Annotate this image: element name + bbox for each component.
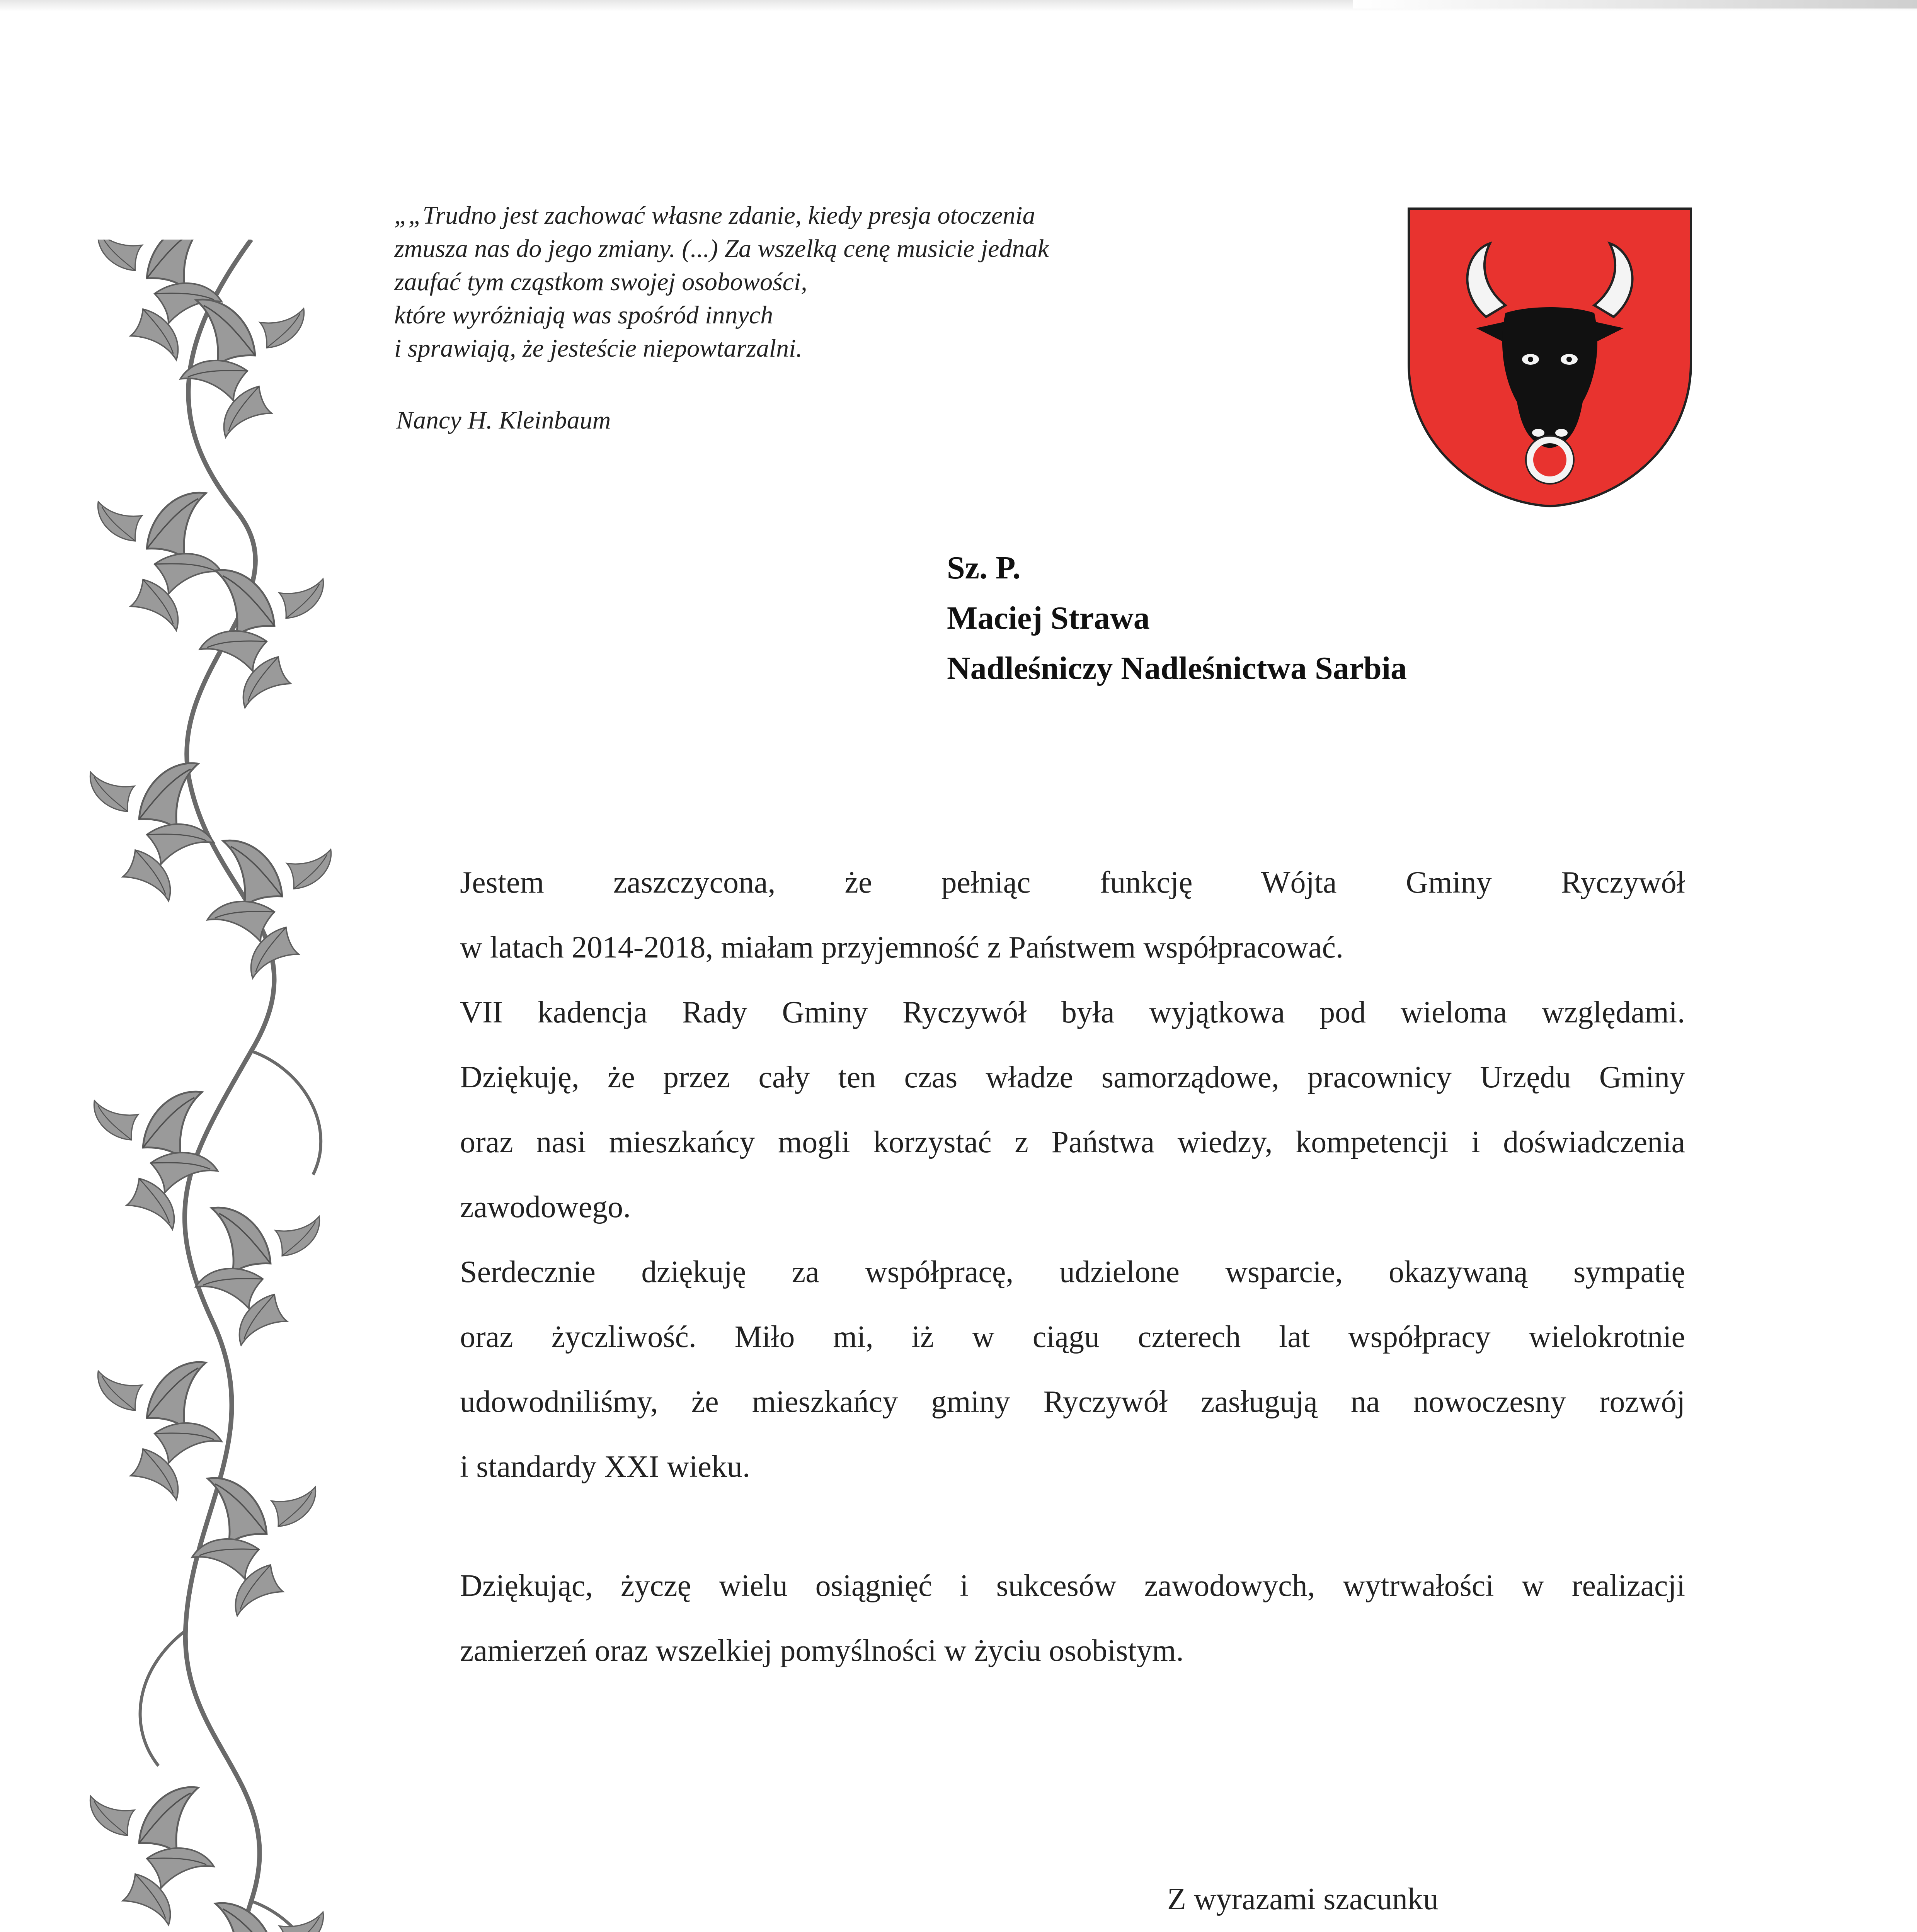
paragraph-line: Dziękuję, że przez cały ten czas władze samorządowe, pracownicy Urzędu Gminy: [460, 1060, 1685, 1094]
quote-line: i sprawiają, że jesteście niepowtarzalni.: [394, 334, 802, 362]
paragraph-2: [383, 980, 1685, 1240]
quote-author: Nancy H. Kleinbaum: [396, 406, 611, 434]
letter-body: [383, 850, 1685, 1683]
recipient-title: Nadleśniczy Nadleśnictwa Sarbia: [947, 650, 1407, 686]
paragraph-line: VII kadencja Rady Gminy Ryczywół była wyjątkowa pod wieloma względami.: [460, 995, 1685, 1029]
quote-line: „„Trudno jest zachować własne zdanie, kiedy presja otoczenia: [394, 201, 1035, 230]
paragraph-line: oraz nasi mieszkańcy mogli korzystać z Państwa wiedzy, kompetencji i doświadczenia: [460, 1125, 1685, 1159]
paragraph-line: zawodowego.: [460, 1190, 631, 1224]
paragraph-line: Jestem zaszczycona, że pełniąc funkcję Wójta Gminy Ryczywół: [460, 866, 1685, 900]
paragraph-line: oraz życzliwość. Miło mi, iż w ciągu czterech lat współpracy wielokrotnie: [460, 1320, 1685, 1354]
paragraph-4: [383, 1553, 1685, 1683]
coat-of-arms-bull-head-icon: [1401, 201, 1699, 510]
quote-line: które wyróżniają was spośród innych: [394, 301, 773, 329]
closing-regards: Z wyrazami szacunku: [1167, 1882, 1439, 1916]
paragraph-line: Serdecznie dziękuję za współpracę, udzielone wsparcie, okazywaną sympatię: [460, 1255, 1685, 1289]
paragraph-gap: [383, 1499, 1685, 1553]
recipient-salutation: Sz. P.: [947, 550, 1021, 586]
paragraph-line: zamierzeń oraz wszelkiej pomyślności w życiu osobistym.: [460, 1634, 1184, 1668]
paragraph-line: w latach 2014-2018, miałam przyjemność z Państwem współpracować.: [460, 930, 1344, 964]
quote-line: zmusza nas do jego zmiany. (...) Za wszelką cenę musicie jednak: [394, 235, 1049, 263]
quote-line: zaufać tym cząstkom swojej osobowości,: [394, 268, 807, 296]
floral-vine-border-icon: [89, 240, 359, 1932]
paragraph-line: udowodniliśmy, że mieszkańcy gminy Ryczywół zasługują na nowoczesny rozwój: [460, 1385, 1685, 1419]
recipient-name: Maciej Strawa: [947, 600, 1150, 636]
paragraph-line: i standardy XXI wieku.: [460, 1450, 750, 1484]
scan-edge-shadow-right: [1353, 0, 1917, 9]
paragraph-3: [383, 1240, 1685, 1499]
epigraph-quote: [394, 199, 1225, 365]
paragraph-line: Dziękując, życzę wielu osiągnięć i sukcesów zawodowych, wytrwałości w realizacji: [460, 1569, 1685, 1603]
recipient-block: [947, 543, 1407, 694]
closing-block: [1136, 1861, 1494, 1932]
paragraph-1: [383, 850, 1685, 980]
handwritten-signature-icon: [1314, 1928, 1531, 1932]
